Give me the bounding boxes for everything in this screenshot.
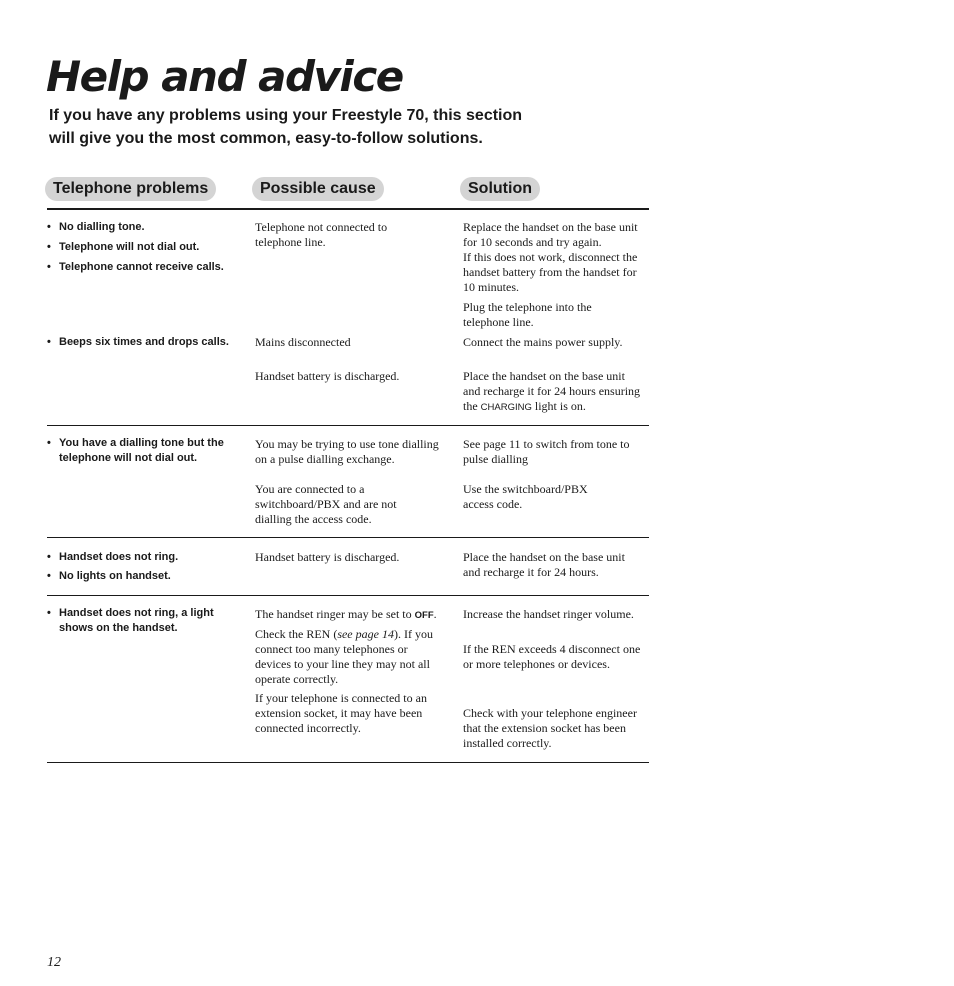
cause-text: You may be trying to use tone dialling on a pulse dialling exchange. [255, 437, 439, 466]
row-divider [47, 762, 649, 763]
problem-item: • Handset does not ring, a light shows on the handset. [47, 606, 247, 636]
problem-item: • No lights on handset. [47, 569, 247, 584]
cause-text: Telephone not connected to telephone line. [255, 220, 388, 249]
row-divider [47, 425, 649, 426]
cause-text-part: . [433, 607, 437, 621]
row-divider [47, 537, 649, 538]
row-divider [47, 595, 649, 596]
charging-label: CHARGING [480, 402, 532, 413]
problem-item: • Handset does not ring. [47, 550, 247, 565]
cause-text: If your telephone is connected to an extension socket, it may have been connected incorrectly. [255, 691, 427, 735]
cause-text: You are connected to a switchboard/PBX and are not dialling the access code. [255, 482, 397, 526]
problem-item: • You have a dialling tone but the telephone will not dial out. [47, 436, 227, 466]
cause-text: Handset battery is discharged. [255, 550, 400, 564]
solution-text: Connect the mains power supply. [463, 335, 623, 349]
cause-text-part: Check the REN ( [255, 627, 338, 641]
solution-text: Place the handset on the base unit and recharge it for 24 hours. [463, 550, 625, 579]
off-label: OFF [414, 610, 434, 621]
solution-text: Plug the telephone into the telephone line. [463, 300, 592, 329]
solution-text: See page 11 to switch from tone to pulse dialling [463, 437, 630, 466]
page-number: 12 [47, 955, 61, 970]
solution-text [463, 369, 643, 415]
solution-text: Replace the handset on the base unit for 10 seconds and try again. [463, 220, 638, 249]
cause-text [255, 627, 440, 687]
page-title: Help and advice [46, 52, 403, 101]
problem-item: • Telephone cannot receive calls. [47, 260, 227, 275]
cause-text-part: The handset ringer may be set to [255, 607, 412, 621]
problem-item: • Telephone will not dial out. [47, 240, 247, 255]
intro-text [49, 104, 609, 150]
header-telephone-problems: Telephone problems [45, 177, 216, 201]
solution-text: If this does not work, disconnect the handset battery from the handset for 10 minutes. [463, 250, 638, 294]
solution-text-part: Place the handset on the base unit and recharge it for 24 hours ensuring the [463, 369, 641, 413]
solution-text: Check with your telephone engineer that the extension socket has been installed correctly. [463, 706, 637, 750]
header-divider [47, 208, 649, 210]
intro-line-1: If you have any problems using your Freestyle 70, this section [49, 107, 523, 124]
intro-line-2: will give you the most common, easy-to-follow solutions. [49, 130, 483, 147]
cause-text [255, 607, 450, 623]
page-reference: see page 14 [337, 627, 394, 641]
header-solution: Solution [460, 177, 540, 201]
cause-text: Handset battery is discharged. [255, 369, 400, 383]
solution-text-part: light is on. [534, 399, 586, 413]
solution-text: If the REN exceeds 4 disconnect one or more telephones or devices. [463, 642, 641, 671]
cause-text: Mains disconnected [255, 335, 351, 349]
problem-item: • No dialling tone. [47, 220, 247, 235]
header-possible-cause: Possible cause [252, 177, 384, 201]
problem-item: • Beeps six times and drops calls. [47, 335, 237, 350]
solution-text: Use the switchboard/PBX access code. [463, 482, 588, 511]
solution-text: Increase the handset ringer volume. [463, 607, 634, 621]
cause-text-part: ). If you connect too many telephones or devices to your line they may not all operate correctly. [255, 627, 433, 686]
